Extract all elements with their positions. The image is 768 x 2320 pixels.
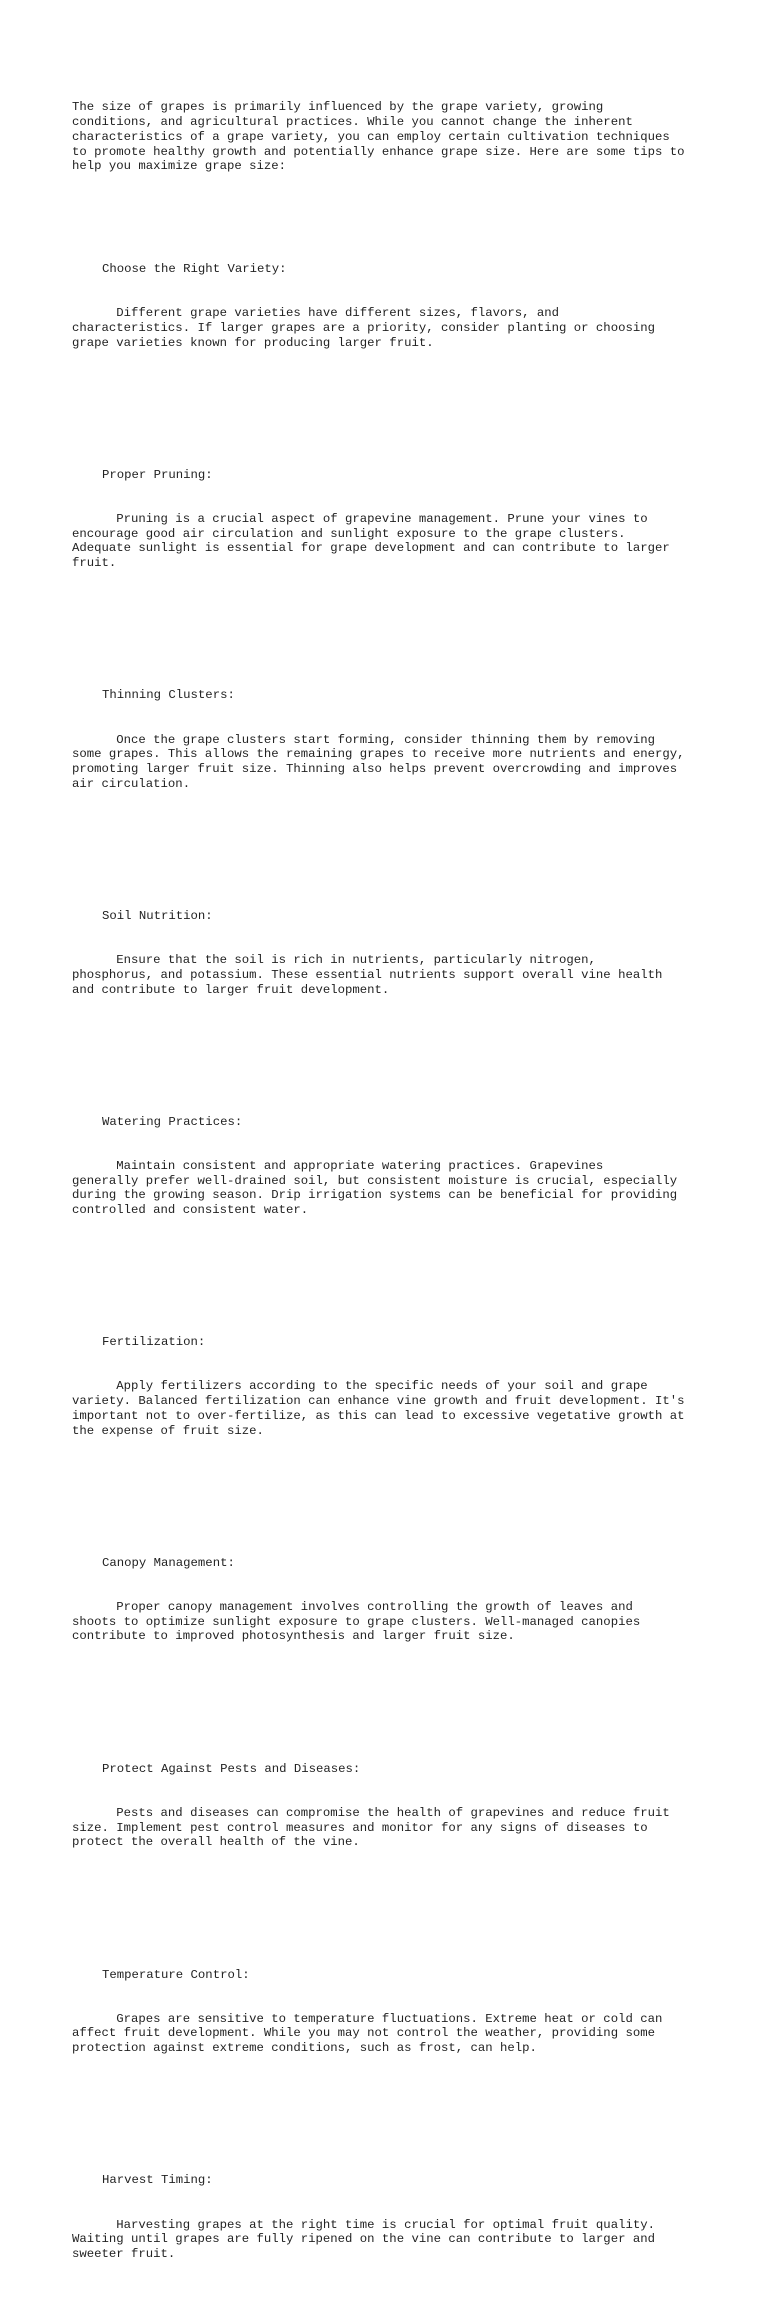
section-soil-nutrition — [72, 880, 702, 1027]
section-harvest-timing — [72, 2144, 702, 2291]
section-pests-diseases — [72, 1732, 702, 1879]
section-body: Different grape varieties have different sizes, flavors, and characteristics. If larger grapes are a priority, consider planting or choosing grape varieties known for producing larger fruit. — [72, 306, 655, 350]
section-fertilization — [72, 1306, 702, 1468]
section-body: Harvesting grapes at the right time is crucial for optimal fruit quality. Waiting until grapes are fully ripened on the vine can contribute to larger and sweeter fruit. — [72, 2217, 655, 2261]
section-heading: Watering Practices: — [102, 1114, 243, 1129]
section-heading: Harvest Timing: — [102, 2173, 213, 2188]
section-proper-pruning — [72, 439, 702, 601]
section-body: Pests and diseases can compromise the health of grapevines and reduce fruit size. Implement pest control measures and monitor for any signs of diseases to protect the overall health of the vine. — [72, 1805, 670, 1850]
section-canopy-management — [72, 1527, 702, 1674]
section-heading: Canopy Management: — [102, 1555, 235, 1570]
section-body: Proper canopy management involves controlling the growth of leaves and shoots to optimize sunlight exposure to grape clusters. Well-managed canopies contribute to improved photosynthesis and larger fruit size. — [72, 1600, 641, 1644]
section-heading: Temperature Control: — [102, 1967, 250, 1982]
section-heading: Proper Pruning: — [102, 467, 213, 482]
section-body: Once the grape clusters start forming, consider thinning them by removing some grapes. This allows the remaining grapes to receive more nutrients and energy, promoting larger fruit size. Thinning also helps prevent overcrowding and improves air circulation. — [72, 732, 685, 791]
section-heading: Choose the Right Variety: — [102, 262, 287, 277]
section-temperature-control — [72, 1938, 702, 2085]
section-thinning-clusters — [72, 659, 702, 821]
section-heading: Soil Nutrition: — [102, 909, 213, 924]
section-heading: Protect Against Pests and Diseases: — [102, 1761, 361, 1776]
intro-paragraph: The size of grapes is primarily influenced by the grape variety, growing conditions, and agricultural practices. While you cannot change the inherent characteristics of a grape variety, you can employ certain cultivation techniques to promote healthy growth and potentially enhance grape size. Here are some tips to help you maximize grape size: — [72, 100, 685, 174]
document-page — [72, 71, 702, 2320]
section-watering-practices — [72, 1085, 702, 1247]
section-body: Pruning is a crucial aspect of grapevine management. Prune your vines to encourage good air circulation and sunlight exposure to the grape clusters. Adequate sunlight is essential for grape development and can contribute to larger fruit. — [72, 512, 670, 571]
section-body: Grapes are sensitive to temperature fluctuations. Extreme heat or cold can affect fruit development. While you may not control the weather, providing some protection against extreme conditions, such as frost, can help. — [72, 2011, 663, 2056]
section-choose-variety — [72, 233, 702, 380]
section-body: Apply fertilizers according to the specific needs of your soil and grape variety. Balanced fertilization can enhance vine growth and fruit development. It's important not to over-fertilize, as this can lead to excessive vegetative growth at the expense of fruit size. — [72, 1379, 685, 1438]
section-body: Maintain consistent and appropriate watering practices. Grapevines generally prefer well-drained soil, but consistent moisture is crucial, especially during the growing season. Drip irrigation systems can be beneficial for providing controlled and consistent water. — [72, 1158, 678, 1218]
section-heading: Fertilization: — [102, 1335, 206, 1350]
section-heading: Thinning Clusters: — [102, 688, 235, 703]
section-body: Ensure that the soil is rich in nutrients, particularly nitrogen, phosphorus, and potassium. These essential nutrients support overall vine health and contribute to larger fruit development. — [72, 953, 663, 997]
